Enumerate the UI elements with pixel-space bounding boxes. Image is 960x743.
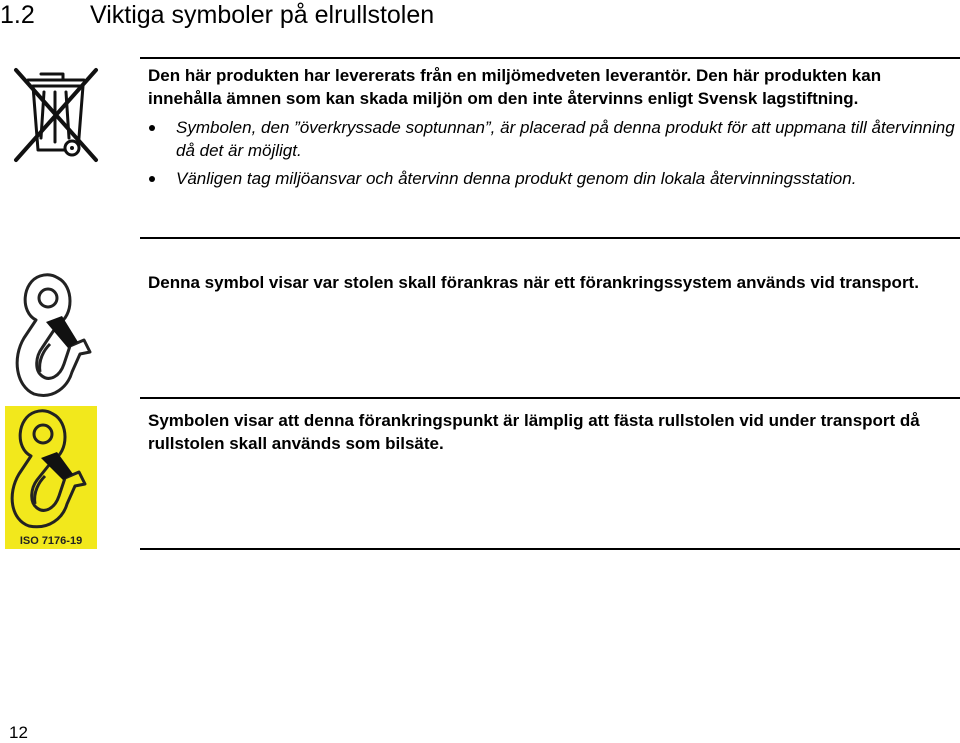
anchoring-section — [148, 271, 956, 294]
recycling-bullet-list — [148, 116, 956, 190]
iso-tie-down-hook-icon — [5, 406, 97, 549]
anchoring-text: Denna symbol visar var stolen skall förankras när ett förankringssystem används vid transport. — [148, 273, 919, 292]
divider — [140, 237, 960, 239]
page-number: 12 — [9, 723, 28, 742]
recycling-intro: Den här produkten har levererats från en miljömedveten leverantör. Den här produkten kan innehålla ämnen som kan skada miljön om den inte återvinns enligt Svensk lagstiftning. — [148, 66, 882, 108]
recycling-section — [148, 64, 956, 195]
divider — [140, 548, 960, 550]
list-item — [148, 167, 956, 190]
section-title: Viktiga symboler på elrullstolen — [90, 1, 435, 29]
bullet-icon — [149, 176, 155, 182]
crossed-out-wheelie-bin-icon — [8, 64, 102, 164]
divider — [140, 57, 960, 59]
section-number: 1.2 — [0, 1, 35, 29]
tie-down-hook-icon — [10, 268, 100, 398]
list-item — [148, 116, 956, 162]
bullet-text: Vänligen tag miljöansvar och återvinn denna produkt genom din lokala återvinningsstation. — [176, 169, 857, 188]
bullet-icon — [149, 125, 155, 131]
iso-symbol-text: Symbolen visar att denna förankringspunkt är lämplig att fästa rullstolen vid under transport då rullstolen skall används som bilsäte. — [148, 411, 920, 453]
divider — [140, 397, 960, 399]
bullet-text: Symbolen, den ”överkryssade soptunnan”, är placerad på denna produkt för att uppmana till återvinning då det är möjligt. — [176, 118, 955, 160]
iso-symbol-section — [148, 409, 956, 455]
iso-label: ISO 7176-19 — [19, 535, 83, 547]
